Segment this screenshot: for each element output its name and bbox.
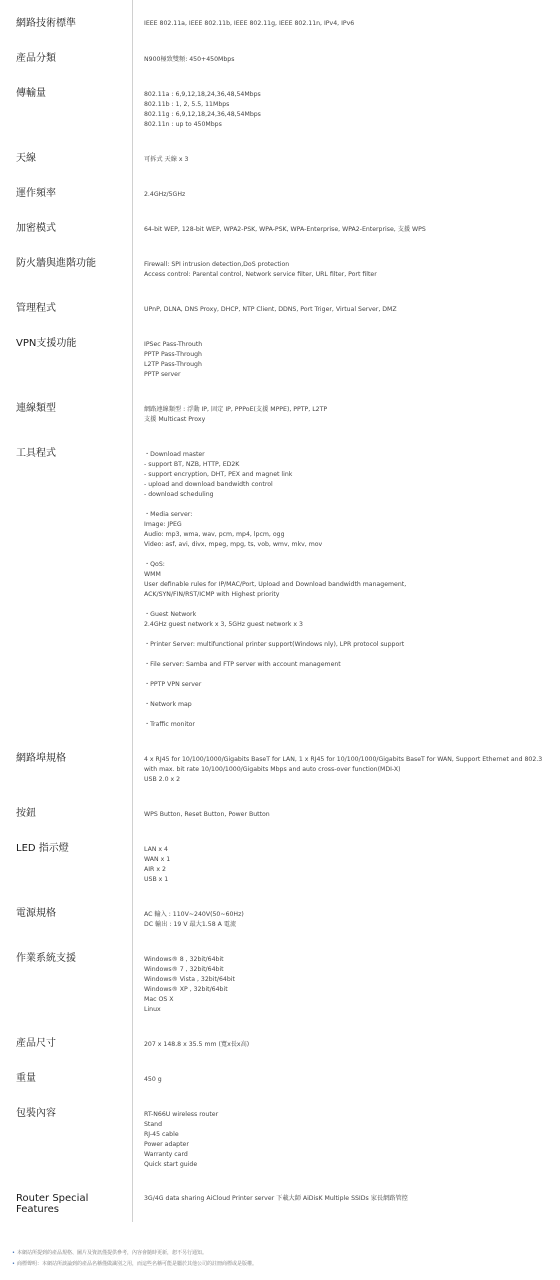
- spec-value-line: [144, 690, 548, 700]
- spec-value-line: Windows® XP , 32bit/64bit: [144, 986, 228, 993]
- spec-value-line: 802.11g : 6,9,12,18,24,36,48,54Mbps: [144, 111, 261, 118]
- spec-value-line: UPnP, DLNA, DNS Proxy, DHCP, NTP Client, DDNS, Port Triger, Virtual Server, DMZ: [144, 306, 397, 313]
- spec-value-line: AIR x 2: [144, 866, 166, 873]
- spec-value: [144, 1194, 548, 1204]
- spec-value-line: 3G/4G data sharing AiCloud Printer server 下載大師 AiDisK Multiple SSIDs 家長網路管控: [144, 1195, 408, 1202]
- spec-value-line: AC 輸入 : 110V~240V(50~60Hz): [144, 911, 244, 918]
- spec-label: 運作頻率: [16, 188, 56, 199]
- spec-value-line: Mac OS X: [144, 996, 174, 1003]
- spec-value-line: ・Traffic monitor: [144, 721, 195, 728]
- spec-label: 工具程式: [16, 448, 56, 459]
- spec-value-line: 802.11n : up to 450Mbps: [144, 121, 222, 128]
- spec-value: [144, 190, 548, 200]
- spec-value-line: 802.11a : 6,9,12,18,24,36,48,54Mbps: [144, 91, 261, 98]
- bullet-icon: •: [12, 1250, 15, 1256]
- spec-label: 傳輸量: [16, 88, 46, 99]
- spec-value: [144, 260, 548, 280]
- spec-value-line: 4 x RJ45 for 10/100/1000/Gigabits BaseT for LAN, 1 x RJ45 for 10/100/1000/Gigabits BaseT for WAN, Support Ethernet and 802.3: [144, 756, 543, 763]
- spec-value-line: LAN x 4: [144, 846, 168, 853]
- spec-value: [144, 155, 548, 165]
- spec-value-line: Windows® Vista , 32bit/64bit: [144, 976, 235, 983]
- spec-value-line: 802.11b : 1, 2, 5.5, 11Mbps: [144, 101, 230, 108]
- footnote-text: 商標聲明：本網站所談論到的產品名稱僅做識別之用，而這些名稱可能是屬於其他公司的註冊商標或是版權。: [16, 1261, 257, 1267]
- spec-value-line: RJ-45 cable: [144, 1131, 179, 1138]
- spec-value-line: [144, 710, 548, 720]
- spec-value-line: [144, 550, 548, 560]
- spec-value-line: [144, 630, 548, 640]
- spec-value: [144, 450, 548, 730]
- spec-label: 作業系統支援: [16, 953, 76, 964]
- spec-value-line: ・File server: Samba and FTP server with account management: [144, 661, 341, 668]
- spec-label: 按鈕: [16, 808, 36, 819]
- bullet-icon: •: [12, 1261, 15, 1267]
- spec-value-line: 450 g: [144, 1076, 162, 1083]
- spec-value: [144, 305, 548, 315]
- spec-value-line: Stand: [144, 1121, 162, 1128]
- spec-value-line: ・Media server:: [144, 511, 193, 518]
- spec-value-line: 可拆式 天線 x 3: [144, 156, 189, 163]
- spec-value-line: - download scheduling: [144, 491, 214, 498]
- spec-value: [144, 755, 548, 785]
- spec-value-line: IEEE 802.11a, IEEE 802.11b, IEEE 802.11g, IEEE 802.11n, IPv4, IPv6: [144, 20, 355, 27]
- spec-value-line: ・Printer Server: multifunctional printer support(Windows nly), LPR protocol support: [144, 641, 405, 648]
- spec-value-line: ・Network map: [144, 701, 192, 708]
- spec-label: VPN支援功能: [16, 338, 77, 349]
- spec-value: [144, 845, 548, 885]
- spec-value-line: - upload and download bandwidth control: [144, 481, 273, 488]
- spec-value-line: ・Download master: [144, 451, 205, 458]
- spec-value-line: 2.4GHz guest network x 3, 5GHz guest network x 3: [144, 621, 303, 628]
- spec-value-line: Image: JPEG: [144, 521, 182, 528]
- column-divider: [132, 0, 133, 1222]
- spec-label: 網路埠規格: [16, 753, 66, 764]
- spec-value-line: Audio: mp3, wma, wav, pcm, mp4, lpcm, ogg: [144, 531, 285, 538]
- spec-value-line: WMM: [144, 571, 161, 578]
- spec-value: [144, 1075, 548, 1085]
- spec-value-line: 支援 Multicast Proxy: [144, 416, 206, 423]
- spec-value-line: Linux: [144, 1006, 161, 1013]
- spec-label: Router Special Features: [16, 1193, 89, 1215]
- spec-value-line: DC 輸出 : 19 V 最大1.58 A 電流: [144, 921, 237, 928]
- spec-label: 產品尺寸: [16, 1038, 56, 1049]
- spec-value-line: Video: asf, avi, divx, mpeg, mpg, ts, vob, wmv, mkv, mov: [144, 541, 323, 548]
- spec-value-line: - support BT, NZB, HTTP, ED2K: [144, 461, 240, 468]
- spec-value-line: Windows® 8 , 32bit/64bit: [144, 956, 224, 963]
- spec-value-line: 207 x 148.8 x 35.5 mm (寬x長x高): [144, 1041, 250, 1048]
- spec-value-line: [144, 500, 548, 510]
- spec-label: 網路技術標準: [16, 18, 76, 29]
- spec-value-line: Access control: Parental control, Network service filter, URL filter, Port filter: [144, 271, 377, 278]
- spec-label: 防火牆與進階功能: [16, 258, 96, 269]
- spec-value-line: ・QoS:: [144, 561, 165, 568]
- spec-label: 加密模式: [16, 223, 56, 234]
- spec-value-line: RT-N66U wireless router: [144, 1111, 219, 1118]
- spec-value: [144, 55, 548, 65]
- spec-label: 產品分類: [16, 53, 56, 64]
- spec-value: [144, 955, 548, 1015]
- spec-value-line: ACK/SYN/FIN/RST/ICMP with Highest priority: [144, 591, 280, 598]
- spec-value-line: WAN x 1: [144, 856, 171, 863]
- spec-value: [144, 1040, 548, 1050]
- spec-value-line: [144, 670, 548, 680]
- spec-value-line: ・PPTP VPN server: [144, 681, 202, 688]
- spec-value: [144, 90, 548, 130]
- spec-label: 重量: [16, 1073, 36, 1084]
- spec-value: [144, 1110, 548, 1170]
- spec-value-line: Quick start guide: [144, 1161, 198, 1168]
- spec-value: [144, 19, 548, 29]
- spec-value-line: Power adapter: [144, 1141, 189, 1148]
- spec-value-line: PPTP server: [144, 371, 181, 378]
- spec-value-line: ・Guest Network: [144, 611, 197, 618]
- spec-label: 包裝內容: [16, 1108, 56, 1119]
- spec-value-line: USB 2.0 x 2: [144, 776, 181, 783]
- spec-value-line: 2.4GHz/5GHz: [144, 191, 186, 198]
- spec-value-line: Firewall: SPI intrusion detection,DoS protection: [144, 261, 290, 268]
- spec-value-line: WPS Button, Reset Button, Power Button: [144, 811, 270, 818]
- spec-label: 連線類型: [16, 403, 56, 414]
- spec-value-line: [144, 650, 548, 660]
- spec-value-line: 64-bit WEP, 128-bit WEP, WPA2-PSK, WPA-PSK, WPA-Enterprise, WPA2-Enterprise, 支援 WPS: [144, 226, 426, 233]
- spec-value-line: - support encryption, DHT, PEX and magnet link: [144, 471, 293, 478]
- spec-label: 天線: [16, 153, 36, 164]
- spec-value: [144, 810, 548, 820]
- spec-label: 管理程式: [16, 303, 56, 314]
- spec-value: [144, 405, 548, 425]
- spec-value: [144, 340, 548, 380]
- footnotes: [12, 1248, 552, 1270]
- spec-value-line: N900極致雙頻: 450+450Mbps: [144, 56, 235, 63]
- spec-label: LED 指示燈: [16, 843, 69, 854]
- spec-value-line: PPTP Pass-Through: [144, 351, 202, 358]
- spec-value-line: USB x 1: [144, 876, 169, 883]
- spec-value-line: Warranty card: [144, 1151, 188, 1158]
- footnote-2: [12, 1259, 552, 1270]
- spec-value: [144, 225, 548, 235]
- spec-value-line: with max. bit rate 10/100/1000/Gigabits Mbps and auto cross-over function(MDI-X): [144, 766, 401, 773]
- spec-value-line: 網路連線類型 : 浮動 IP, 固定 IP, PPPoE(支援 MPPE), PPTP, L2TP: [144, 406, 328, 413]
- footnote-1: [12, 1248, 552, 1259]
- spec-value-line: IPSec Pass-Throuth: [144, 341, 203, 348]
- footnote-text: 本網站所提到的產品規格、圖片及資訊僅提供參考，內容會隨時更新，恕不另行通知。: [16, 1250, 207, 1256]
- spec-value: [144, 910, 548, 930]
- spec-value-line: [144, 600, 548, 610]
- spec-value-line: L2TP Pass-Through: [144, 361, 202, 368]
- spec-value-line: User definable rules for IP/MAC/Port, Upload and Download bandwidth management,: [144, 581, 407, 588]
- spec-value-line: Windows® 7 , 32bit/64bit: [144, 966, 224, 973]
- spec-label: 電源規格: [16, 908, 56, 919]
